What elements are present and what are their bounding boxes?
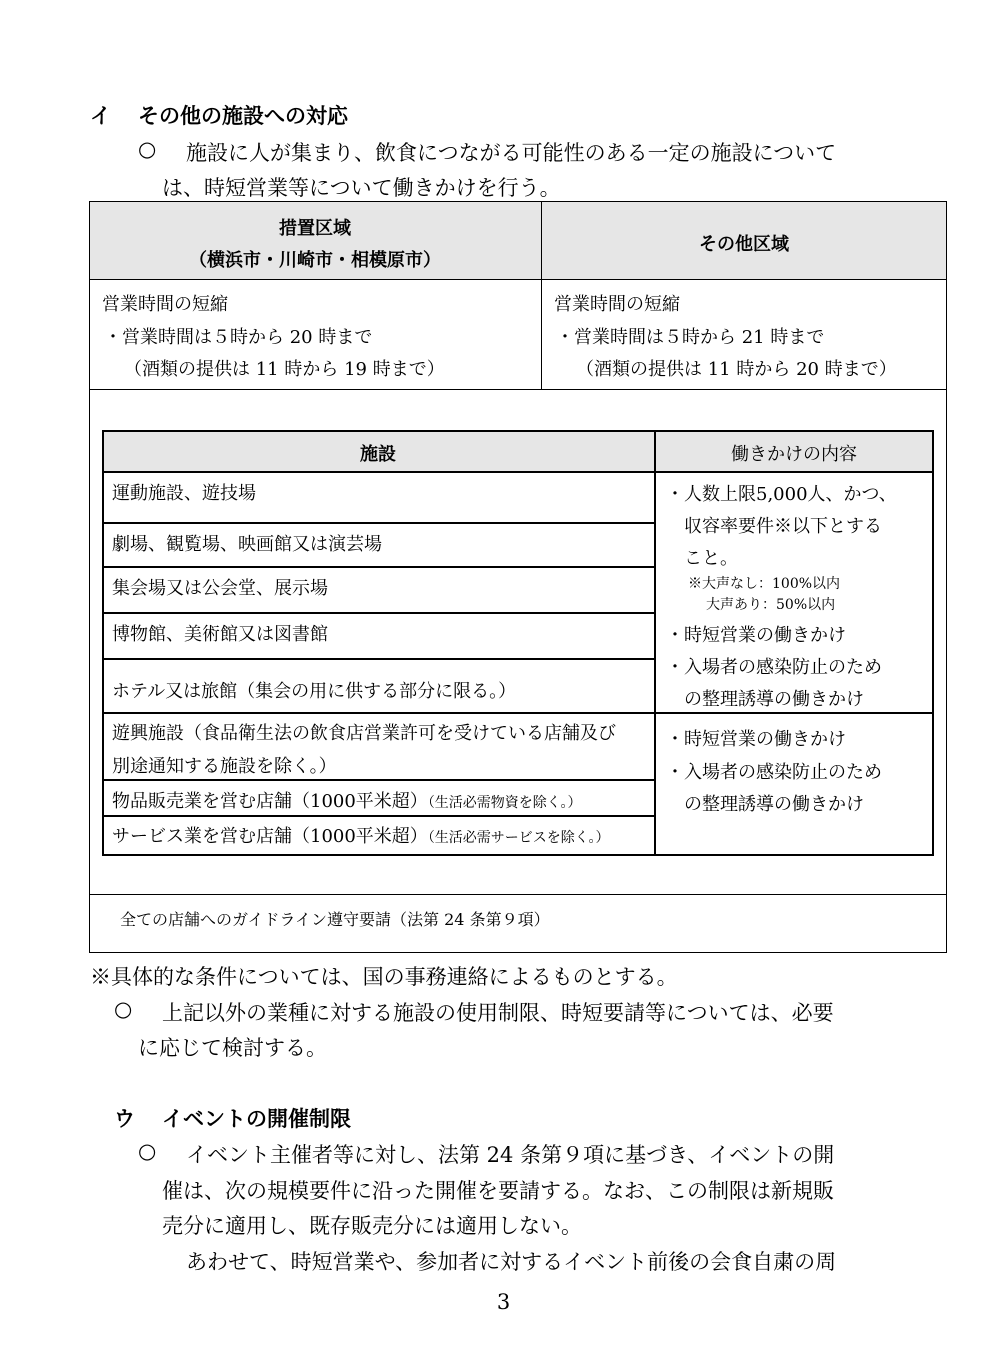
content1-note2: 大声あり：50%以内 <box>706 597 836 613</box>
section-i-bullet: ○ <box>138 137 157 161</box>
section-u-line2: 催は、次の規模要件に沿った開催を要請する。なお、この制限は新規販 <box>162 1179 834 1203</box>
col-header-facility: 施設 <box>360 444 396 465</box>
content1-note1: ※大声なし：100%以内 <box>688 576 841 592</box>
section-u-line1: イベント主催者等に対し、法第 24 条第９項に基づき、イベントの開 <box>186 1143 835 1167</box>
divider <box>102 566 654 568</box>
row-main-text: 物品販売業を営む店舗（1000平米超） <box>112 791 428 812</box>
table-row: 劇場、観覧場、映画館又は演芸場 <box>112 534 382 555</box>
para-other-bullet: ○ <box>114 997 133 1021</box>
content1-line4: ・時短営業の働きかけ <box>666 625 846 646</box>
table-row: 別途通知する施設を除く。） <box>112 756 337 777</box>
left-cell-title: 営業時間の短縮 <box>102 294 228 315</box>
para-other-line1: 上記以外の業種に対する施設の使用制限、時短要請等については、必要 <box>162 1001 834 1025</box>
note-after-table: ※具体的な条件については、国の事務連絡によるものとする。 <box>90 965 678 989</box>
divider <box>102 815 654 817</box>
divider <box>102 612 654 614</box>
left-cell-line1: ・営業時間は５時から 20 時まで <box>104 327 373 348</box>
table-row: 運動施設、遊技場 <box>112 483 256 504</box>
section-i-paragraph-line2: は、時短営業等について働きかけを行う。 <box>162 176 561 200</box>
section-u-title: イベントの開催制限 <box>162 1107 351 1131</box>
row-note-text: （生活必需物資を除く。） <box>427 795 582 811</box>
table-row <box>112 822 610 848</box>
guideline-footer: 全ての店舗へのガイドライン遵守要請（法第 24 条第９項） <box>120 910 550 929</box>
section-u-bullet: ○ <box>138 1139 157 1163</box>
table-row: ホテル又は旅館（集会の用に供する部分に限る。） <box>112 681 517 702</box>
para-other-line2: に応じて検討する。 <box>138 1036 327 1060</box>
content1-line5: ・入場者の感染防止のため <box>666 657 882 678</box>
divider <box>102 471 934 473</box>
col-header-content: 働きかけの内容 <box>731 444 857 465</box>
right-cell-title: 営業時間の短縮 <box>554 294 680 315</box>
header-measure-area-cities: （横浜市・川崎市・相模原市） <box>189 250 441 271</box>
content1-line3: こと。 <box>684 548 738 569</box>
section-i-title: その他の施設への対応 <box>138 104 348 128</box>
content1-line6: の整理誘導の働きかけ <box>684 689 864 710</box>
table-row: 集会場又は公会堂、展示場 <box>112 578 328 599</box>
header-measure-area: 措置区域 <box>279 218 351 239</box>
divider <box>102 712 934 714</box>
content2-line3: の整理誘導の働きかけ <box>684 794 864 815</box>
divider <box>102 779 654 781</box>
divider <box>89 894 947 895</box>
table-row: 遊興施設（食品衛生法の飲食店営業許可を受けている店舗及び <box>112 723 616 744</box>
divider <box>89 389 947 390</box>
content1-line1: ・人数上限5,000人、かつ、 <box>666 484 897 505</box>
left-cell-line2: （酒類の提供は 11 時から 19 時まで） <box>124 359 445 380</box>
content2-line2: ・入場者の感染防止のため <box>666 762 882 783</box>
content2-line1: ・時短営業の働きかけ <box>666 729 846 750</box>
divider <box>654 430 656 856</box>
section-u-line3: 売分に適用し、既存販売分には適用しない。 <box>162 1214 582 1238</box>
right-cell-line1: ・営業時間は５時から 21 時まで <box>556 327 825 348</box>
table-row: 博物館、美術館又は図書館 <box>112 624 328 645</box>
header-other-area: その他区域 <box>699 234 789 255</box>
row-note-text: （生活必需サービスを除く。） <box>427 830 610 846</box>
page-number: 3 <box>496 1290 511 1314</box>
divider <box>102 522 654 524</box>
section-i-label: イ <box>90 104 111 128</box>
divider <box>89 279 947 280</box>
section-u-line4: あわせて、時短営業や、参加者に対するイベント前後の会食自粛の周 <box>186 1250 837 1274</box>
section-i-paragraph-line1: 施設に人が集まり、飲食につながる可能性のある一定の施設について <box>186 141 837 165</box>
section-u-label: ウ <box>114 1107 135 1131</box>
content1-line2: 収容率要件※以下とする <box>684 516 882 537</box>
divider <box>102 658 654 660</box>
row-main-text: サービス業を営む店舗（1000平米超） <box>112 826 428 847</box>
table-row <box>112 787 582 813</box>
right-cell-line2: （酒類の提供は 11 時から 20 時まで） <box>576 359 897 380</box>
